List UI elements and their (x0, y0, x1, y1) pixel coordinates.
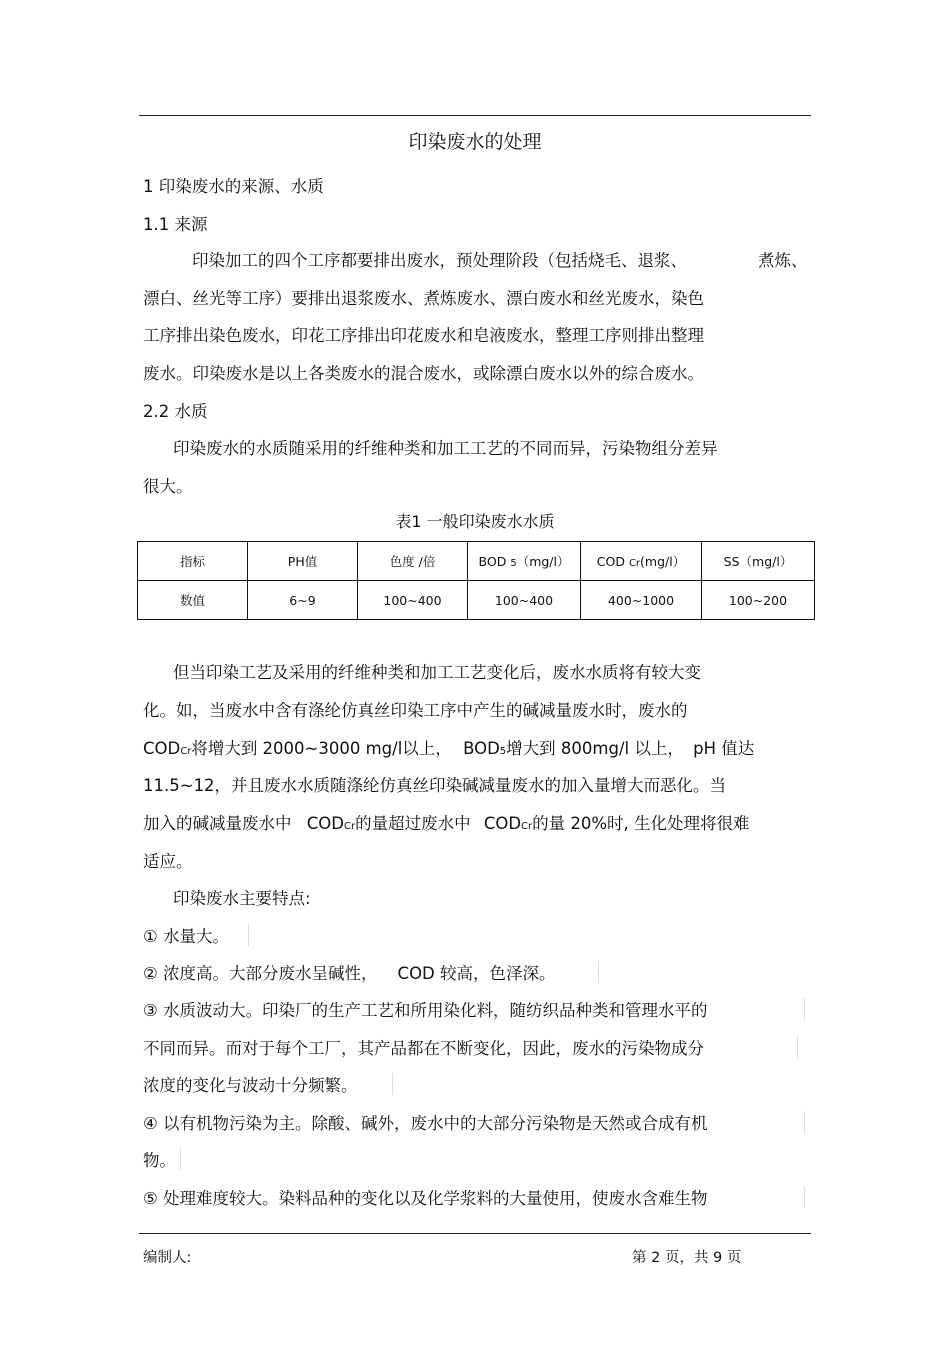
source-paragraph-line: 工序排出染色废水，印花工序排出印花废水和皂液废水，整理工序则排出整理 (143, 326, 704, 345)
table-row-label: 数值 (138, 581, 248, 620)
quality-paragraph-line: 很大。 (143, 477, 193, 496)
table-cell: 100~200 (702, 581, 815, 620)
features-intro: 印染废水主要特点: (173, 889, 311, 908)
scan-artifact-line (804, 1111, 805, 1133)
footer-editor: 编制人: (143, 1250, 192, 1266)
scan-artifact-line (392, 1073, 393, 1095)
feature-item: ④ 以有机物污染为主。除酸、碱外，废水中的大部分污染物是天然或合成有机 (143, 1114, 708, 1133)
feature-item-continued: 不同而异。而对于每个工厂，其产品都在不断变化，因此，废水的污染物成分 (143, 1039, 704, 1058)
quality-paragraph-line: 印染废水的水质随采用的纤维种类和加工工艺的不同而异，污染物组分差异 (173, 439, 718, 458)
feature-item-continued: 物。 (143, 1151, 176, 1170)
feature-item: ① 水量大。 (143, 927, 230, 946)
table-header-cell: 指标 (138, 542, 248, 581)
source-paragraph-line: 煮炼、 (758, 251, 808, 270)
table-cell: 400~1000 (581, 581, 702, 620)
table-header-row (138, 542, 815, 581)
scan-artifact-line (248, 924, 249, 946)
document-title: 印染废水的处理 (408, 131, 542, 153)
table-header-cell: SS（mg/l） (702, 542, 815, 581)
table-row (138, 581, 815, 620)
change-paragraph-line: 但当印染工艺及采用的纤维种类和加工工艺变化后，废水水质将有较大变 (173, 663, 701, 682)
source-paragraph-line: 印染加工的四个工序都要排出废水，预处理阶段（包括烧毛、退浆、 (192, 251, 687, 270)
section-heading-2-2: 2.2 水质 (143, 402, 208, 421)
footer-rule (139, 1233, 811, 1234)
table-header-cell: BOD 5（mg/l） (468, 542, 581, 581)
change-paragraph-line: 11.5~12，并且废水水质随涤纶仿真丝印染碱减量废水的加入量增大而恶化。当 (143, 776, 727, 795)
table-cell: 100~400 (468, 581, 581, 620)
table-header-cell: COD Cr(mg/l） (581, 542, 702, 581)
footer-page-number: 第 2 页，共 9 页 (632, 1250, 742, 1266)
change-paragraph-line: CODCr将增大到 2000~3000 mg/l以上， BOD5增大到 800mg/l 以上， pH 值达 (143, 739, 755, 758)
table-caption: 表1 一般印染废水水质 (395, 512, 555, 531)
table-cell: 6~9 (248, 581, 358, 620)
scan-artifact-line (804, 998, 805, 1020)
change-paragraph-line: 适应。 (143, 852, 193, 871)
section-heading-1: 1 印染废水的来源、水质 (143, 177, 324, 196)
scan-artifact-line (797, 1036, 798, 1058)
feature-item: ⑤ 处理难度较大。染料品种的变化以及化学浆料的大量使用，使废水含难生物 (143, 1189, 708, 1208)
water-quality-table (137, 541, 815, 620)
scan-artifact-line (180, 1148, 181, 1170)
feature-item: ② 浓度高。大部分废水呈碱性， COD 较高，色泽深。 (143, 964, 556, 983)
table-cell: 100~400 (358, 581, 468, 620)
source-paragraph-line: 漂白、丝光等工序）要排出退浆废水、煮炼废水、漂白废水和丝光废水，染色 (143, 289, 704, 308)
section-heading-1-1: 1.1 来源 (143, 215, 208, 234)
scan-artifact-line (804, 1186, 805, 1208)
change-paragraph-line: 加入的碱减量废水中 CODCr的量超过废水中 CODCr的量 20%时, 生化处理将很难 (143, 814, 750, 833)
scan-artifact-line (598, 961, 599, 983)
header-rule (139, 115, 811, 116)
table-header-cell: 色度 /倍 (358, 542, 468, 581)
table-header-cell: PH值 (248, 542, 358, 581)
source-paragraph-line: 废水。印染废水是以上各类废水的混合废水，或除漂白废水以外的综合废水。 (143, 364, 704, 383)
feature-item: ③ 水质波动大。印染厂的生产工艺和所用染化料，随纺织品种类和管理水平的 (143, 1001, 708, 1020)
feature-item-continued: 浓度的变化与波动十分频繁。 (143, 1076, 358, 1095)
change-paragraph-line: 化。如，当废水中含有涤纶仿真丝印染工序中产生的碱减量废水时，废水的 (143, 701, 688, 720)
